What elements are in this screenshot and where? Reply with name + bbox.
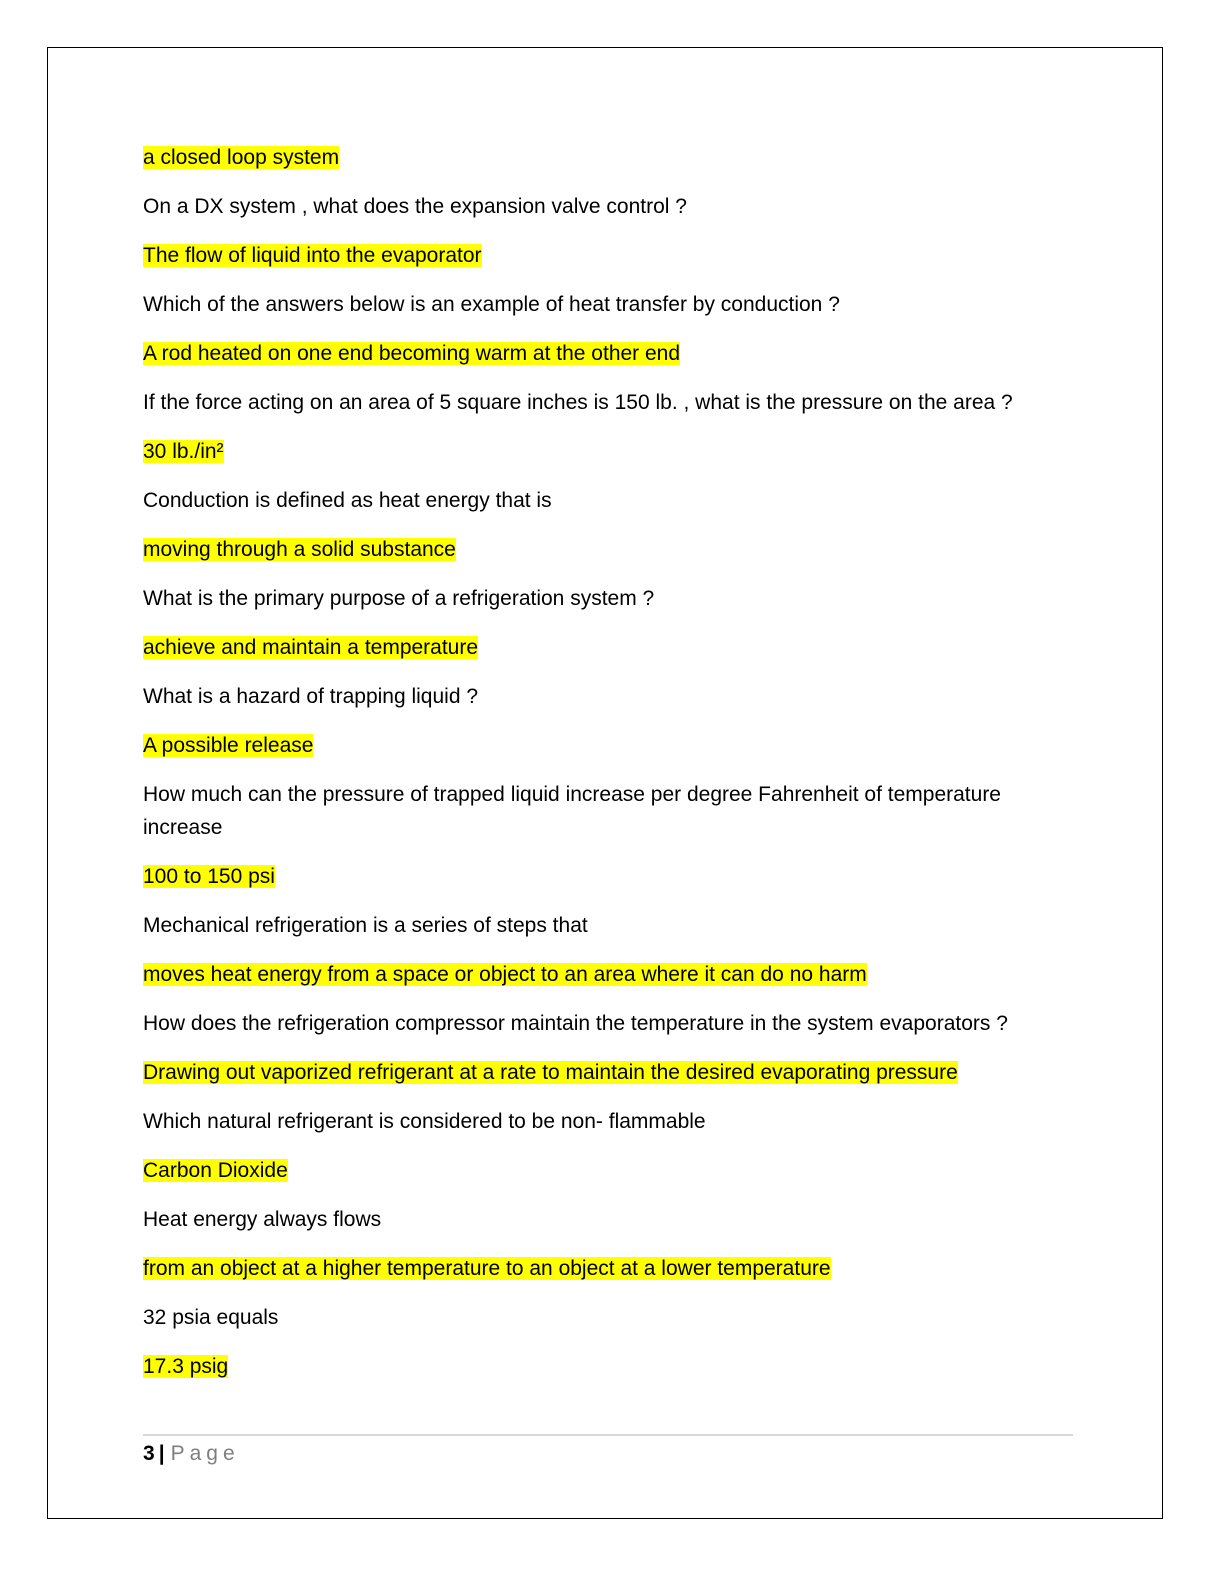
answer-line xyxy=(143,239,1073,272)
question-line xyxy=(143,190,1073,223)
answer-line xyxy=(143,958,1073,991)
question-line xyxy=(143,778,1073,844)
answer-line xyxy=(143,860,1073,893)
question-text: Mechanical refrigeration is a series of steps that xyxy=(143,914,588,937)
answer-text: a closed loop system xyxy=(143,146,340,169)
footer-separator: | xyxy=(158,1442,165,1465)
question-line xyxy=(143,288,1073,321)
question-line xyxy=(143,1203,1073,1236)
question-text: If the force acting on an area of 5 square inches is 150 lb. , what is the pressure on the area ? xyxy=(143,391,1013,414)
question-text: How much can the pressure of trapped liquid increase per degree Fahrenheit of temperature increase xyxy=(143,783,1001,839)
answer-line xyxy=(143,1350,1073,1383)
answer-line xyxy=(143,141,1073,174)
document-body xyxy=(143,141,1073,1399)
question-line xyxy=(143,909,1073,942)
answer-text: achieve and maintain a temperature xyxy=(143,636,479,659)
answer-text: Carbon Dioxide xyxy=(143,1159,288,1182)
answer-text: 30 lb./in² xyxy=(143,440,224,463)
question-text: How does the refrigeration compressor maintain the temperature in the system evaporators ? xyxy=(143,1012,1008,1035)
footer-divider xyxy=(143,1434,1073,1436)
question-line xyxy=(143,1301,1073,1334)
answer-text: moving through a solid substance xyxy=(143,538,456,561)
page-number: 3 xyxy=(143,1442,155,1465)
question-text: Heat energy always flows xyxy=(143,1208,382,1231)
question-line xyxy=(143,680,1073,713)
question-line xyxy=(143,386,1073,419)
page-label: Page xyxy=(170,1442,240,1465)
question-text: Conduction is defined as heat energy that is xyxy=(143,489,552,512)
answer-text: The flow of liquid into the evaporator xyxy=(143,244,482,267)
question-text: 32 psia equals xyxy=(143,1306,279,1329)
answer-text: 100 to 150 psi xyxy=(143,865,275,888)
page-footer xyxy=(143,1440,240,1468)
answer-text: moves heat energy from a space or object to an area where it can do no harm xyxy=(143,963,867,986)
answer-text: from an object at a higher temperature to an object at a lower temperature xyxy=(143,1257,831,1280)
question-text: Which natural refrigerant is considered to be non- flammable xyxy=(143,1110,706,1133)
question-text: On a DX system , what does the expansion valve control ? xyxy=(143,195,687,218)
answer-line xyxy=(143,1154,1073,1187)
answer-line xyxy=(143,337,1073,370)
question-text: What is the primary purpose of a refrigeration system ? xyxy=(143,587,655,610)
answer-line xyxy=(143,533,1073,566)
answer-text: A possible release xyxy=(143,734,314,757)
answer-line xyxy=(143,631,1073,664)
question-text: What is a hazard of trapping liquid ? xyxy=(143,685,479,708)
answer-text: A rod heated on one end becoming warm at the other end xyxy=(143,342,681,365)
answer-line xyxy=(143,729,1073,762)
answer-line xyxy=(143,1252,1073,1285)
question-text: Which of the answers below is an example of heat transfer by conduction ? xyxy=(143,293,840,316)
answer-text: 17.3 psig xyxy=(143,1355,229,1378)
question-line xyxy=(143,582,1073,615)
answer-line xyxy=(143,435,1073,468)
question-line xyxy=(143,484,1073,517)
question-line xyxy=(143,1105,1073,1138)
question-line xyxy=(143,1007,1073,1040)
answer-line xyxy=(143,1056,1073,1089)
answer-text: Drawing out vaporized refrigerant at a rate to maintain the desired evaporating pressure xyxy=(143,1061,958,1084)
